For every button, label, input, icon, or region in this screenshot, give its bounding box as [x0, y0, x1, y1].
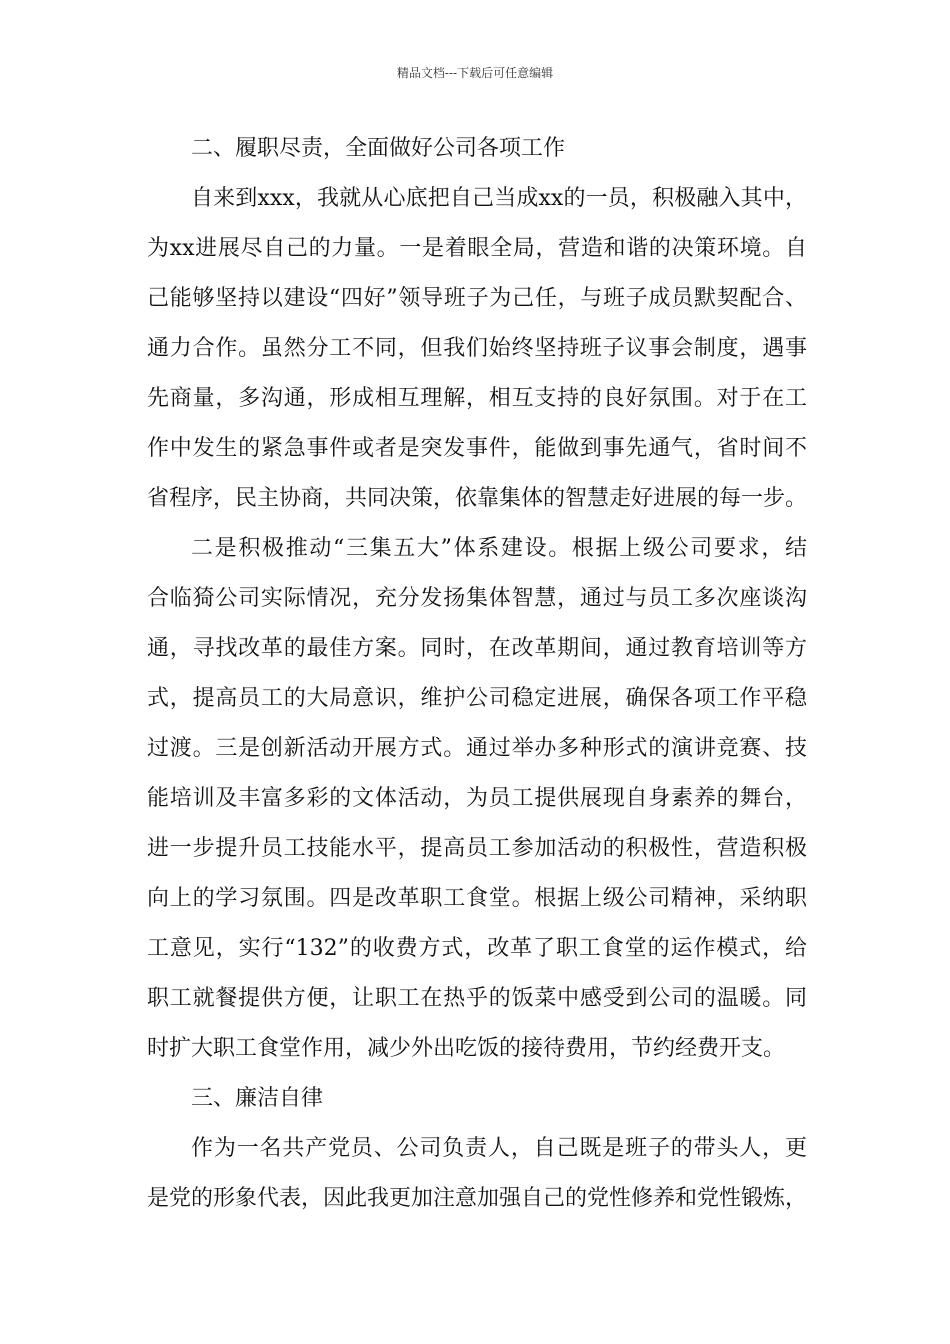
paragraph-line: 通力合作。虽然分工不同，但我们始终坚持班子议事会制度，遇事 [147, 336, 807, 361]
paragraph-line: 为xx进展尽自己的力量。一是着眼全局，营造和谐的决策环境。自 [147, 236, 807, 261]
paragraph-line: 通，寻找改革的最佳方案。同时，在改革期间，通过教育培训等方 [147, 636, 807, 661]
paragraph-line: 工意见，实行“132”的收费方式，改革了职工食堂的运作模式，给 [147, 936, 807, 961]
paragraph-line: 进一步提升员工技能水平，提高员工参加活动的积极性，营造积极 [147, 836, 807, 861]
paragraph-line: 时扩大职工食堂作用，减少外出吃饭的接待费用，节约经费开支。 [147, 1036, 786, 1061]
paragraph-line: 向上的学习氛围。四是改革职工食堂。根据上级公司精神，采纳职 [147, 886, 807, 911]
paragraph-line: 过渡。三是创新活动开展方式。通过举办多种形式的演讲竞赛、技 [147, 736, 807, 761]
document-body [147, 132, 807, 1232]
paragraph-line: 己能够坚持以建设“四好”领导班子为己任，与班子成员默契配合、 [147, 286, 807, 311]
paragraph-line: 省程序，民主协商，共同决策，依靠集体的智慧走好进展的每一步。 [147, 486, 808, 511]
paragraph-line: 作中发生的紧急事件或者是突发事件，能做到事先通气，省时间不 [147, 436, 807, 461]
paragraph-line: 自来到xxx，我就从心底把自己当成xx的一员，积极融入其中， [191, 186, 807, 211]
section-heading: 二、履职尽责，全面做好公司各项工作 [191, 136, 566, 161]
paragraph-line: 职工就餐提供方便，让职工在热乎的饭菜中感受到公司的温暖。同 [147, 986, 807, 1011]
paragraph-line: 作为一名共产党员、公司负责人，自己既是班子的带头人，更 [191, 1136, 807, 1161]
section-heading: 三、廉洁自律 [191, 1086, 324, 1111]
page-header: 精品文档---下载后可任意编辑 [396, 66, 554, 80]
paragraph-line: 二是积极推动“三集五大”体系建设。根据上级公司要求，结 [191, 536, 807, 561]
paragraph-line: 式，提高员工的大局意识，维护公司稳定进展，确保各项工作平稳 [147, 686, 807, 711]
paragraph-line: 能培训及丰富多彩的文体活动，为员工提供展现自身素养的舞台， [147, 786, 807, 811]
paragraph-line: 是党的形象代表，因此我更加注意加强自己的党性修养和党性锻炼， [147, 1186, 808, 1211]
paragraph-line: 合临猗公司实际情况，充分发扬集体智慧，通过与员工多次座谈沟 [147, 586, 807, 611]
paragraph-line: 先商量，多沟通，形成相互理解，相互支持的良好氛围。对于在工 [147, 386, 807, 411]
